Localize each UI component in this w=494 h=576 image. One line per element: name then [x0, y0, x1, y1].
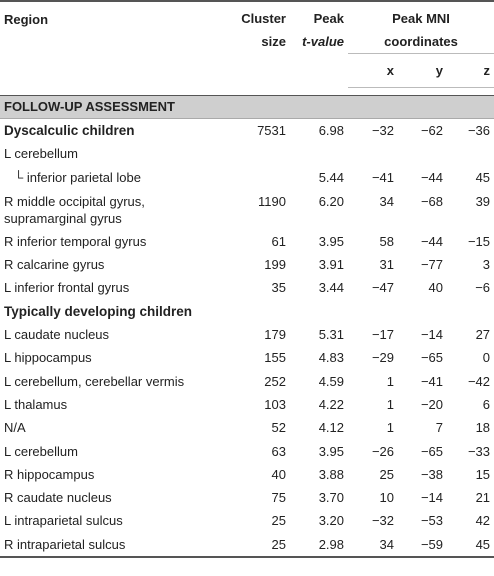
cell-y: −77: [420, 257, 443, 273]
cell-y: [398, 142, 447, 165]
cell-peak-t: [290, 300, 348, 323]
cell-y: −14: [420, 490, 443, 506]
cell-x: 25: [379, 466, 394, 482]
cell-y: −62: [420, 123, 443, 138]
cell-region: R calcarine gyrus: [4, 257, 105, 273]
cell-z: 39: [475, 193, 491, 209]
cell-y: −44: [420, 169, 443, 185]
table-row: [0, 533, 494, 557]
cell-x: −17: [371, 327, 394, 343]
cell-peak-t: 4.59: [318, 373, 344, 389]
cell-cluster-size: 199: [264, 257, 286, 273]
cell-z: 45: [475, 169, 491, 185]
cell-x: −41: [371, 169, 394, 185]
cell-x: 31: [379, 257, 394, 273]
cell-y: −59: [398, 533, 447, 557]
table-row: [0, 486, 494, 509]
cell-z: 21: [475, 490, 491, 506]
table-row: [0, 346, 494, 369]
header-cluster-size: Cluster size: [228, 1, 290, 88]
cell-y: 7: [435, 420, 443, 436]
cell-y: −53: [420, 513, 443, 529]
cell-z: −36: [467, 123, 491, 138]
table-row: [0, 323, 494, 346]
cell-z: −15: [467, 233, 491, 249]
cell-x: 10: [379, 490, 394, 506]
table-row: [0, 440, 494, 463]
cell-x: 1: [386, 373, 394, 389]
cell-z: 6: [482, 396, 491, 412]
cell-z: 27: [475, 327, 491, 343]
table-row: [0, 189, 494, 230]
group-row: [0, 119, 494, 143]
cell-region: L intraparietal sulcus: [4, 513, 123, 529]
cell-cluster-size: 75: [271, 490, 286, 506]
cell-cluster-size: 1190: [258, 193, 286, 209]
cell-z: −33: [467, 443, 491, 459]
cell-cluster-size: 52: [271, 420, 286, 436]
group-title: Dyscalculic children: [4, 123, 135, 138]
group-title: Typically developing children: [4, 303, 193, 319]
cell-cluster-size: 155: [264, 350, 286, 366]
cell-y: −41: [420, 373, 443, 389]
table-row: [0, 230, 494, 253]
cell-x: 34: [348, 533, 398, 557]
cell-region: └ inferior parietal lobe: [14, 169, 141, 185]
cell-peak-t: 5.44: [318, 169, 344, 185]
table-row: [0, 253, 494, 276]
table-row: [0, 463, 494, 486]
cell-region: R hippocampus: [4, 466, 95, 482]
cell-cluster-size: [228, 166, 290, 189]
cell-cluster-size: 35: [271, 280, 286, 296]
cell-peak-t: 3.88: [318, 466, 344, 482]
cell-z: 45: [447, 533, 494, 557]
header-peak-t: Peak t-value: [290, 1, 348, 88]
section-header: FOLLOW-UP ASSESSMENT: [0, 96, 494, 119]
cell-region: R intraparietal sulcus: [0, 533, 228, 557]
cell-region: L cerebellum: [4, 146, 78, 162]
cell-y: [398, 300, 447, 323]
cell-z: −6: [475, 280, 491, 296]
cell-y: −65: [420, 443, 443, 459]
cell-x: −47: [371, 280, 394, 296]
cell-cluster-size: [228, 300, 290, 323]
cell-region: R caudate nucleus: [4, 490, 112, 506]
cell-y: −20: [420, 396, 443, 412]
cell-peak-t: 3.44: [318, 280, 344, 296]
cell-y: −65: [420, 350, 443, 366]
cell-peak-t: 4.22: [318, 396, 344, 412]
cell-peak-t: 4.12: [318, 420, 344, 436]
cell-cluster-size: 179: [264, 327, 286, 343]
cell-cluster-size: 7531: [257, 123, 286, 138]
cell-x: [348, 142, 398, 165]
cell-cluster-size: 61: [271, 233, 286, 249]
cell-x: −32: [371, 123, 394, 138]
cell-z: [447, 142, 494, 165]
header-region: Region: [0, 1, 228, 88]
cell-z: −42: [467, 373, 491, 389]
cell-z: 0: [482, 350, 491, 366]
cell-peak-t: 3.95: [318, 233, 344, 249]
cell-x: 34: [379, 193, 394, 209]
cell-peak-t: 4.83: [318, 350, 344, 366]
cell-peak-t: 2.98: [290, 533, 348, 557]
cell-peak-t: 3.95: [318, 443, 344, 459]
cell-x: 1: [386, 396, 394, 412]
cell-z: 18: [475, 420, 491, 436]
cell-region: R inferior temporal gyrus: [4, 233, 147, 249]
cell-region: L hippocampus: [4, 350, 92, 366]
cell-y: −38: [420, 466, 443, 482]
cell-y: 40: [428, 280, 443, 296]
table-row: [0, 509, 494, 532]
cell-peak-t: 6.98: [318, 123, 344, 138]
group-row: [0, 300, 494, 323]
table-row: [0, 276, 494, 299]
cell-z: 15: [475, 466, 491, 482]
cell-cluster-size: 25: [228, 533, 290, 557]
cell-z: [447, 300, 494, 323]
cell-region: R middle occipital gyrus, supramarginal gyrus: [4, 193, 145, 226]
cell-cluster-size: 103: [264, 396, 286, 412]
cell-region: N/A: [4, 420, 26, 436]
cell-peak-t: [290, 142, 348, 165]
table-row: [0, 370, 494, 393]
header-mni: Peak MNI coordinates: [348, 1, 494, 54]
cell-region: L thalamus: [4, 396, 68, 412]
cell-cluster-size: 25: [271, 513, 286, 529]
header-y: y: [398, 54, 447, 88]
cell-x: [348, 300, 398, 323]
cell-peak-t: 3.20: [318, 513, 344, 529]
header-x: x: [348, 54, 398, 88]
table-row: [0, 393, 494, 416]
cell-region: L cerebellum: [4, 443, 78, 459]
cell-cluster-size: 63: [271, 443, 286, 459]
cell-y: −68: [420, 193, 443, 209]
table-row: [0, 142, 494, 165]
cell-peak-t: 3.70: [318, 490, 344, 506]
cell-region: L caudate nucleus: [4, 327, 110, 343]
cell-cluster-size: [228, 142, 290, 165]
cell-x: 58: [379, 233, 394, 249]
cell-y: −44: [420, 233, 443, 249]
cell-y: −14: [420, 327, 443, 343]
cell-peak-t: 6.20: [318, 193, 344, 209]
cell-cluster-size: 40: [271, 466, 286, 482]
cell-region: L cerebellum, cerebellar vermis: [4, 373, 185, 389]
cell-z: 42: [475, 513, 491, 529]
cell-region: L inferior frontal gyrus: [4, 280, 130, 296]
header-z: z: [447, 54, 494, 88]
cell-x: 1: [386, 420, 394, 436]
cell-peak-t: 5.31: [318, 327, 344, 343]
cell-z: 3: [482, 257, 491, 273]
table-row: [0, 416, 494, 439]
table-row: [0, 166, 494, 189]
cell-x: −26: [371, 443, 394, 459]
cell-x: −32: [371, 513, 394, 529]
cell-peak-t: 3.91: [318, 257, 344, 273]
cell-x: −29: [371, 350, 394, 366]
cell-cluster-size: 252: [264, 373, 286, 389]
